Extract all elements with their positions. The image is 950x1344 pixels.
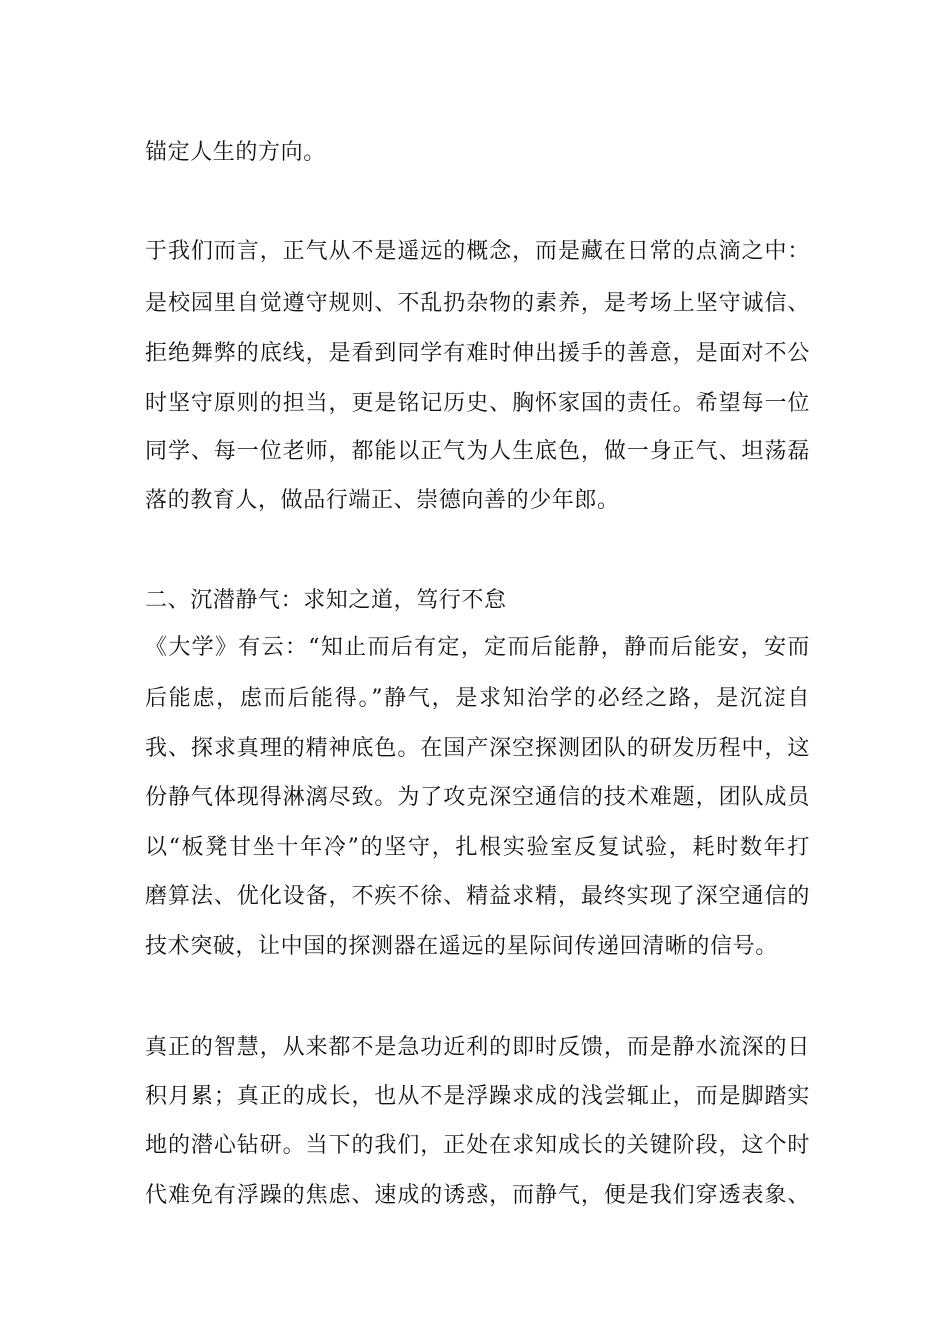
paragraph-line: 真正的智慧，从来都不是急功近利的即时反馈，而是静水流深的日 [145, 1035, 810, 1060]
paragraph-line: 以“板凳甘坐十年冷”的坚守，扎根实验室反复试验，耗时数年打 [145, 835, 810, 860]
paragraph-line: 代难免有浮躁的焦虑、速成的诱惑，而静气，便是我们穿透表象、 [145, 1183, 810, 1208]
paragraph-line: 份静气体现得淋漓尽致。为了攻克深空通信的技术难题，团队成员 [145, 785, 810, 810]
paragraph-line: 磨算法、优化设备，不疾不徐、精益求精，最终实现了深空通信的 [145, 884, 810, 909]
paragraph-line: 我、探求真理的精神底色。在国产深空探测团队的研发历程中，这 [145, 736, 810, 761]
paragraph-line: 积月累；真正的成长，也从不是浮躁求成的浅尝辄止，而是脚踏实 [145, 1084, 810, 1109]
paragraph-line: 是校园里自觉遵守规则、不乱扔杂物的素养，是考场上坚守诚信、 [145, 291, 810, 316]
paragraph-line: 拒绝舞弊的底线，是看到同学有难时伸出援手的善意，是面对不公 [145, 341, 810, 366]
paragraph-line: 同学、每一位老师，都能以正气为人生底色，做一身正气、坦荡磊 [145, 439, 810, 464]
paragraph-line: 于我们而言，正气从不是遥远的概念，而是藏在日常的点滴之中： [145, 239, 810, 264]
paragraph-line: 后能虑，虑而后能得。”静气，是求知治学的必经之路，是沉淀自 [145, 686, 810, 711]
paragraph-line: 技术突破，让中国的探测器在遥远的星际间传递回清晰的信号。 [145, 934, 778, 959]
section-heading: 二、沉潜静气：求知之道，笃行不怠 [145, 588, 507, 613]
paragraph-line: 《大学》有云：“知止而后有定，定而后能静，静而后能安，安而 [145, 635, 810, 660]
paragraph-line: 地的潜心钻研。当下的我们，正处在求知成长的关键阶段，这个时 [145, 1133, 810, 1158]
paragraph-line: 时坚守原则的担当，更是铭记历史、胸怀家国的责任。希望每一位 [145, 391, 810, 416]
paragraph-line: 落的教育人，做品行端正、崇德向善的少年郎。 [145, 488, 620, 513]
paragraph-line: 锚定人生的方向。 [145, 140, 326, 165]
